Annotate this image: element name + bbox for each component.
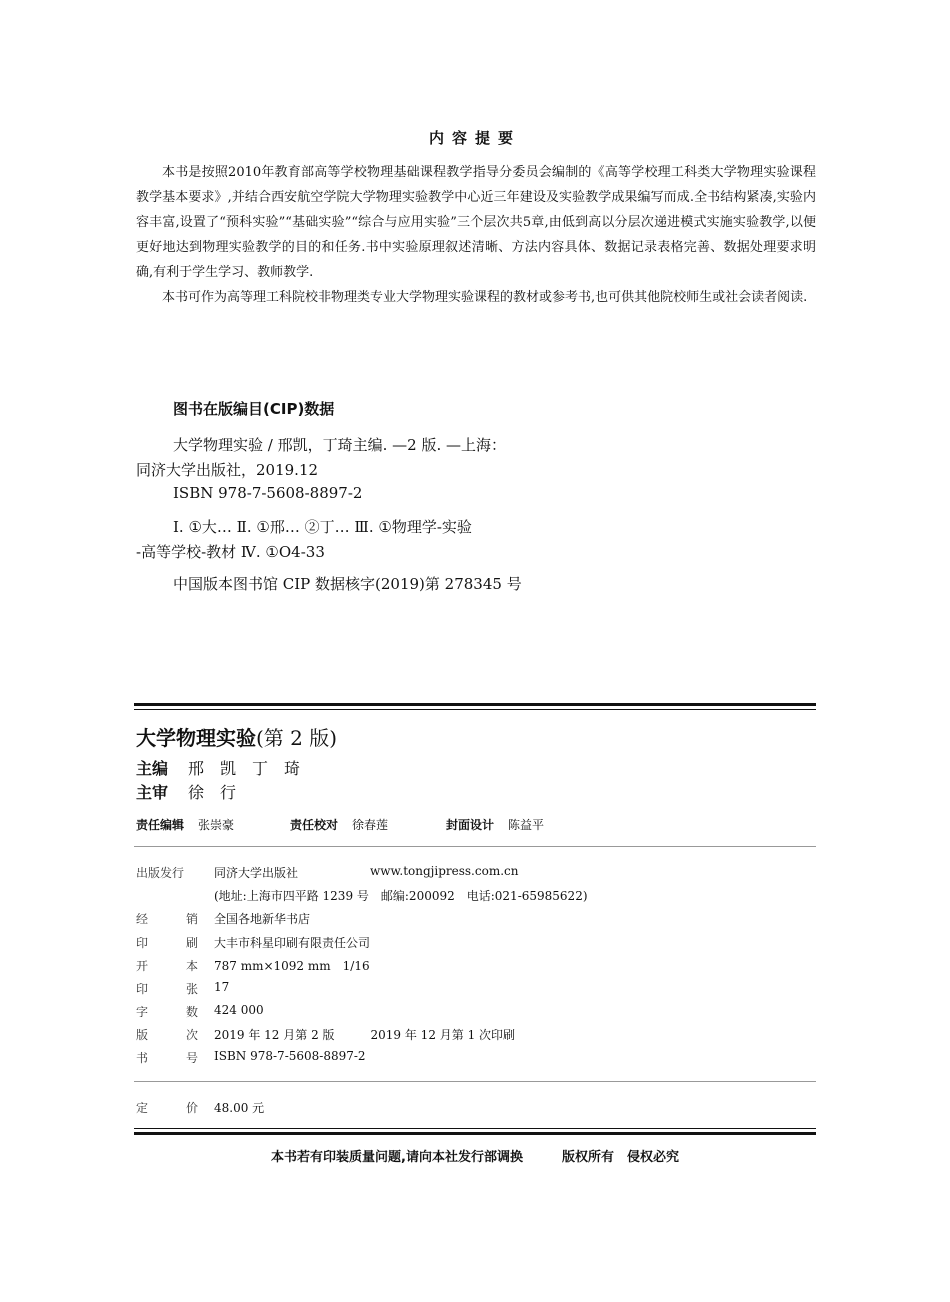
cip-line-4: Ⅰ. ①大… Ⅱ. ①邢… ②丁… Ⅲ. ①物理学-实验 bbox=[173, 518, 472, 536]
chief-editor-row bbox=[136, 756, 300, 779]
sheets-label-text: 印 张 bbox=[136, 982, 198, 996]
responsible-editor: 张崇豪 bbox=[198, 818, 235, 832]
isbn-label-text: 书 号 bbox=[136, 1051, 198, 1065]
summary-paragraph-2: 本书可作为高等理工科院校非物理类专业大学物理实验课程的教材或参考书,也可供其他院校师生或社会读者阅读. bbox=[162, 290, 808, 305]
publisher-label: 出版发行 bbox=[136, 866, 185, 880]
format: 787 mm×1092 mm 1/16 bbox=[214, 959, 370, 973]
bottom-rule bbox=[134, 1132, 816, 1135]
proofreader-label: 责任校对 bbox=[290, 818, 339, 832]
words: 424 000 bbox=[214, 1003, 264, 1017]
top-rule-thin bbox=[134, 709, 816, 710]
words-label-text: 字 数 bbox=[136, 1005, 198, 1019]
words-label bbox=[136, 1003, 198, 1020]
book-edition: (第 2 版) bbox=[256, 726, 338, 750]
printer-label-text: 印 刷 bbox=[136, 936, 198, 950]
bottom-rule-thin bbox=[134, 1128, 816, 1129]
proofreader: 徐春莲 bbox=[352, 818, 389, 832]
price-label bbox=[136, 1099, 198, 1116]
sheets: 17 bbox=[214, 980, 230, 994]
divider-2 bbox=[134, 1081, 816, 1082]
isbn: ISBN 978-7-5608-8897-2 bbox=[214, 1049, 366, 1063]
cip-line-1: 大学物理实验 / 邢凯，丁琦主编. —2 版. —上海： bbox=[173, 436, 506, 454]
price: 48.00 元 bbox=[214, 1101, 265, 1115]
edition-label-text: 版 次 bbox=[136, 1028, 198, 1042]
distributor-label-text: 经 销 bbox=[136, 912, 198, 926]
cip-line-3: ISBN 978-7-5608-8897-2 bbox=[173, 484, 363, 502]
proofreader-row bbox=[290, 816, 388, 833]
distributor: 全国各地新华书店 bbox=[214, 912, 311, 926]
divider-1 bbox=[134, 846, 816, 847]
footer-notice: 本书若有印装质量问题,请向本社发行部调换 版权所有 侵权必究 bbox=[271, 1150, 679, 1165]
chief-editor-label: 主编 bbox=[136, 759, 169, 778]
responsible-editor-label: 责任编辑 bbox=[136, 818, 185, 832]
price-label-text: 定 价 bbox=[136, 1101, 198, 1115]
cover-designer: 陈益平 bbox=[508, 818, 545, 832]
book-title-text: 大学物理实验 bbox=[136, 726, 256, 750]
top-rule bbox=[134, 703, 816, 706]
publisher-address: (地址:上海市四平路 1239 号 邮编:200092 电话:021-65985622) bbox=[214, 889, 588, 903]
summary-paragraph-1: 本书是按照2010年教育部高等学校物理基础课程教学指导分委员会编制的《高等学校理工科类大学物理实验课程教学基本要求》,并结合西安航空学院大学物理实验教学中心近三年建设及实验教学成果编写而成.全书结构紧凑,实验内容丰富,设置了“预科实验”“基础实验”“综合与应用实验”三个层次共5章,由低到高以分层次递进模式实施实验教学,以便更好地达到物理实验教学的目的和任务.书中实验原理叙述清晰、方法内容具体、数据记录表格完善、数据处理要求明确,有利于学生学习、教师教学. bbox=[136, 165, 816, 280]
distributor-label bbox=[136, 910, 198, 927]
cover-design-label: 封面设计 bbox=[446, 818, 495, 832]
summary-title: 内容提要 bbox=[428, 129, 521, 147]
printer-label bbox=[136, 934, 198, 951]
reviewer-row bbox=[136, 780, 236, 803]
sheets-label bbox=[136, 980, 198, 997]
isbn-label bbox=[136, 1049, 198, 1066]
edition-info: 2019 年 12 月第 2 版 2019 年 12 月第 1 次印刷 bbox=[214, 1028, 516, 1042]
responsible-editor-row bbox=[136, 816, 234, 833]
cover-design-row bbox=[446, 816, 544, 833]
book-title bbox=[136, 722, 337, 751]
cip-line-5: -高等学校-教材 Ⅳ. ①O4-33 bbox=[136, 543, 325, 561]
cip-line-2: 同济大学出版社，2019.12 bbox=[136, 461, 319, 479]
chief-editors: 邢 凯 丁 琦 bbox=[188, 759, 301, 778]
publisher: 同济大学出版社 bbox=[214, 866, 299, 880]
publisher-website: www.tongjipress.com.cn bbox=[370, 864, 519, 878]
format-label bbox=[136, 957, 198, 974]
reviewer: 徐 行 bbox=[188, 783, 237, 802]
reviewer-label: 主审 bbox=[136, 783, 169, 802]
edition-label bbox=[136, 1026, 198, 1043]
cip-title: 图书在版编目(CIP)数据 bbox=[173, 400, 335, 418]
format-label-text: 开 本 bbox=[136, 959, 198, 973]
cip-line-6: 中国版本图书馆 CIP 数据核字(2019)第 278345 号 bbox=[173, 575, 522, 593]
printer: 大丰市科星印刷有限责任公司 bbox=[214, 936, 371, 950]
